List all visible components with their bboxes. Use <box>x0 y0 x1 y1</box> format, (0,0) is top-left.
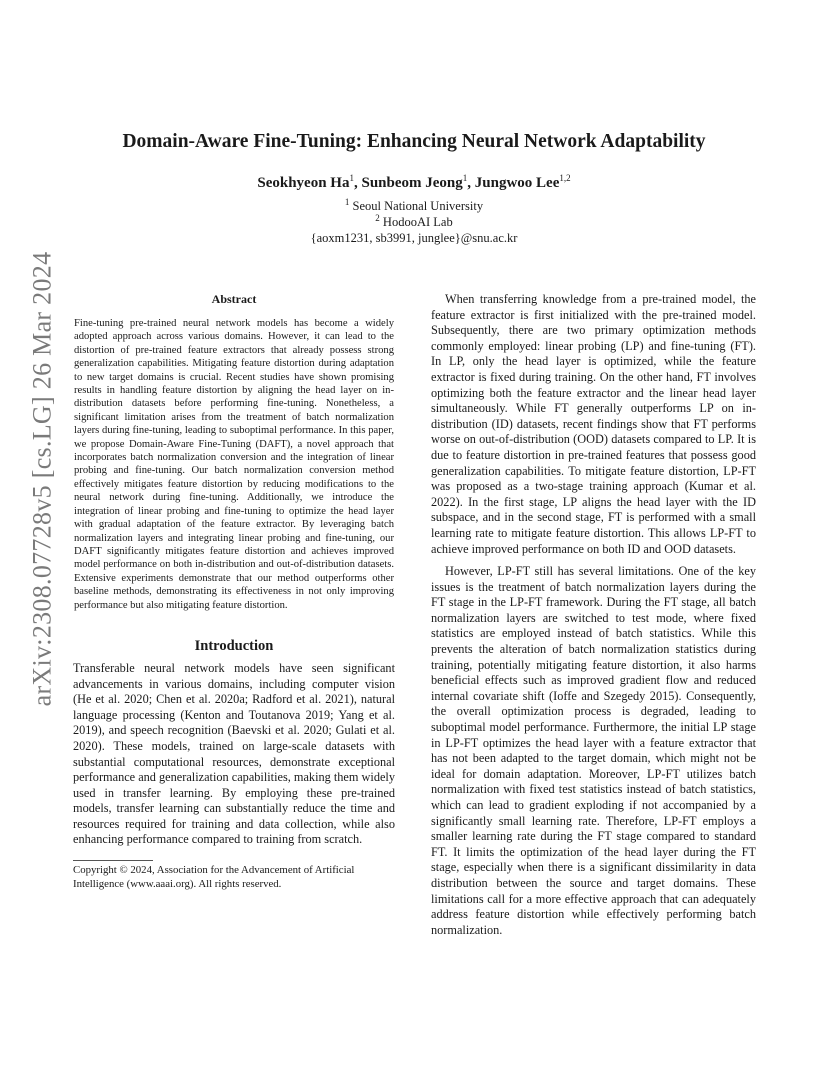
paper-title: Domain-Aware Fine-Tuning: Enhancing Neural Network Adaptability <box>122 131 706 152</box>
affiliation-line: $^1$ Seoul National University <box>344 196 484 213</box>
author-affiliation-mark: 1,2 <box>559 173 571 183</box>
author-name: Sunbeom Jeong <box>361 175 463 191</box>
introduction-paragraph: Transferable neural network models have seen significant advancements in various domains, including computer vision (He et al. 2020; Chen et al. 2020a; Radford et al. 2021), natural language processing (Kenton and Toutanova 2019; Yang et al. 2019), and speech recognition (Baevski et al. 2020; Gulati et al. 2020). These models, trained on large-scale datasets with substantial computational resources, demonstrate exceptional performance and generalization capabilities, making them widely used in transfer learning. By employing these pre-trained models, transfer learning can substantially reduce the time and resources required for training and data collection, while also enhancing performance compared to training from scratch. <box>73 660 395 847</box>
arxiv-identifier-text: arXiv:2308.07728v5 [cs.LG] 26 Mar 2024 <box>27 251 56 707</box>
paper-header <box>0 128 828 246</box>
author-list: Seokhyeon Ha$^1$, Sunbeom Jeong$^1$, Jungwoo Lee$^{1,2}$ <box>257 173 571 191</box>
author-emails: {aoxm1231, sb3991, junglee}@snu.ac.kr <box>310 231 518 245</box>
footnote-divider <box>73 860 153 861</box>
introduction-heading: Introduction <box>194 637 274 654</box>
affiliations <box>0 198 828 246</box>
abstract-heading: Abstract <box>211 292 257 306</box>
abstract-text: Fine-tuning pre-trained neural network models has become a widely adopted approach across various domains. However, it can lead to the distortion of pre-trained feature extractors that already possess strong generalization capabilities. Mitigating feature distortion during adaptation to new target domains is crucial. Recent studies have shown promising results in handling feature distortion by aligning the head layer on in-distribution datasets before performing fine-tuning. Nonetheless, a significant limitation arises from the treatment of batch normalization layers during fine-tuning, leading to suboptimal performance. In this paper, we propose Domain-Aware Fine-Tuning (DAFT), a novel approach that incorporates batch normalization conversion and the integration of linear probing and fine-tuning. Our batch normalization conversion method effectively mitigates feature distortion by reducing modifications to the neural network during fine-tuning. Additionally, we introduce the integration of linear probing and fine-tuning to optimize the head layer with gradual adaptation of the feature extractor. By leveraging batch normalization layers and integrating linear probing and fine-tuning, our DAFT significantly mitigates feature distortion and achieves improved model performance on both in-distribution and out-of-distribution datasets. Extensive experiments demonstrate that our method outperforms other baseline methods, demonstrating its effectiveness in not only improving performance but also mitigating feature distortion. <box>74 318 394 611</box>
body-paragraph: However, LP-FT still has several limitations. One of the key issues is the treatment of batch normalization layers during the FT stage in the LP-FT framework. During the FT stage, all batch normalization layers are switched to test mode, where fixed statistics are employed instead of batch statistics. While this prevents the alteration of batch normalization statistics during training, potentially mitigating feature distortion, it also harms beneficial effects such as improved gradient flow and reduced internal covariate shift (Ioffe and Szegedy 2015). Consequently, the overall optimization process is degraded, leading to suboptimal model performance. Furthermore, the initial LP stage in LP-FT optimizes the head layer with a feature extractor that has not been adapted to the target domain, which might not be ideal for domain adaptation. Moreover, LP-FT utilizes batch normalization with fixed test statistics instead of batch statistics, which can lead to gradient exploding if not accompanied by a significantly small learning rate. Therefore, LP-FT employs a smaller learning rate during the FT stage compared to standard FT. It limits the optimization of the head layer during the FT stage, especially when there is a significant dissimilarity in data distribution between the source and target domains. These limitations call for a more effective approach that can adequately address feature distortion while effectively performing batch normalization. <box>431 564 756 937</box>
author-name: Jungwoo Lee <box>474 175 560 191</box>
author-name: Seokhyeon Ha <box>257 175 350 191</box>
arxiv-identifier-stamp <box>22 251 62 707</box>
copyright-footnote: Copyright © 2024, Association for the Advancement of Artificial Intelligence (www.aaai.org). All rights reserved. <box>73 864 355 890</box>
right-column <box>431 292 756 938</box>
left-column <box>73 292 395 891</box>
author-affiliation-mark: 1 <box>349 173 354 183</box>
affiliation-line: $^2$ HodooAI Lab <box>375 212 453 229</box>
author-affiliation-mark: 1 <box>462 173 468 183</box>
body-paragraph: When transferring knowledge from a pre-trained model, the feature extractor is first initialized with the pre-trained model. Subsequently, there are two primary optimization methods commonly employed: linear probing (LP) and fine-tuning (FT). In LP, only the head layer is optimized, while the feature extractor is fixed during training. On the other hand, FT involves optimizing both the feature extractor and the linear head layer simultaneously. While FT generally outperforms LP on in-distribution (ID) datasets, recent findings show that FT performs worse on out-of-distribution (OOD) datasets compared to LP. It is due to feature distortion in pre-trained features that possess good generalization capabilities. To mitigate feature distortion, LP-FT was proposed as a two-stage training approach (Kumar et al. 2022). In the first stage, LP aligns the head layer with the ID subspace, and in the second stage, FT is performed with a small learning rate to mitigate feature distortion. This allows LP-FT to achieve improved performance on both ID and OOD datasets. <box>431 292 756 556</box>
